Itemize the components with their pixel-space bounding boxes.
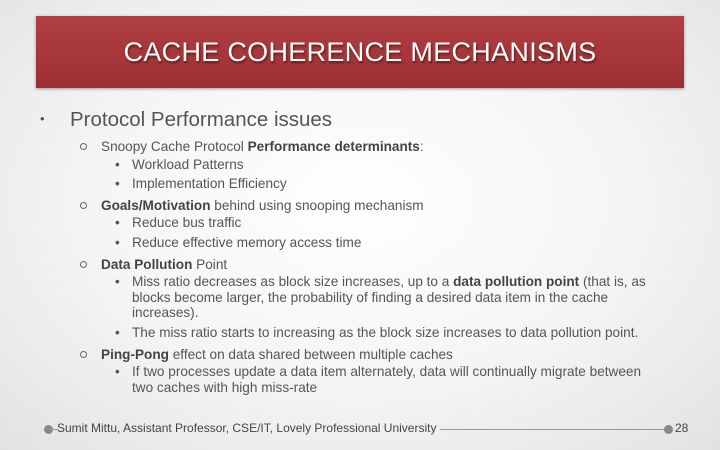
detail-text: Reduce effective memory access time <box>132 234 362 250</box>
circle-bullet-icon <box>80 202 87 209</box>
bullet-icon: • <box>115 176 120 192</box>
point-text-after: Point <box>192 256 228 272</box>
point-bold-text: Ping-Pong <box>101 346 169 362</box>
title-bar <box>36 16 684 88</box>
sub-point <box>40 255 680 275</box>
sub-point <box>40 196 680 216</box>
circle-bullet-icon <box>80 351 87 358</box>
slide-content <box>40 108 680 399</box>
detail-point <box>40 176 680 192</box>
sub-point <box>40 345 680 365</box>
point-bold-text: Data Pollution <box>101 256 193 272</box>
detail-text: If two processes update a data item alternately, data will continually migrate between two caches with high miss-rate <box>132 364 642 395</box>
bullet-icon: • <box>115 215 120 231</box>
detail-point <box>40 364 680 395</box>
detail-text-after: (that is, as blocks become larger, the probability of finding a desired data item in the cache increases). <box>132 274 646 321</box>
point-text-after: : <box>419 139 424 154</box>
slide-title: CACHE COHERENCE MECHANISMS <box>123 36 597 67</box>
circle-bullet-icon <box>80 143 87 150</box>
detail-text: The miss ratio starts to increasing as the block size increases to data pollution point. <box>132 324 639 340</box>
point-bold-text: Goals/Motivation <box>101 197 211 213</box>
detail-point <box>40 157 680 173</box>
footer-author: Sumit Mittu, Assistant Professor, CSE/IT, Lovely Professional University <box>57 421 437 435</box>
point-bold-text: Performance determinants <box>247 139 420 154</box>
detail-text: Reduce bus traffic <box>132 215 242 231</box>
footer-dot-right <box>664 425 673 434</box>
main-heading: Protocol Performance issues <box>70 108 333 131</box>
detail-bold-text: data pollution point <box>453 274 580 290</box>
point-text-after: behind using snooping mechanism <box>210 197 424 213</box>
bullet-icon: • <box>115 324 120 340</box>
detail-text: Miss ratio decreases as block size increases, up to a <box>132 274 454 290</box>
detail-text: Implementation Efficiency <box>132 176 287 192</box>
bullet-icon: • <box>115 234 120 250</box>
bullet-icon: • <box>115 274 120 290</box>
footer <box>0 421 720 439</box>
detail-point <box>40 274 680 321</box>
main-bullet <box>40 108 680 132</box>
point-text: Snoopy Cache Protocol <box>101 139 248 154</box>
point-text-after: effect on data shared between multiple caches <box>168 346 453 362</box>
detail-text: Workload Patterns <box>132 156 244 172</box>
footer-line-right <box>440 429 666 430</box>
bullet-icon: • <box>115 364 120 380</box>
bullet-icon: • <box>40 111 45 126</box>
circle-bullet-icon <box>80 261 87 268</box>
sub-point <box>40 137 680 157</box>
detail-point <box>40 235 680 251</box>
bullet-icon: • <box>115 156 120 172</box>
page-number: 28 <box>675 421 689 435</box>
detail-point <box>40 215 680 231</box>
point-list <box>40 137 680 395</box>
detail-point <box>40 325 680 341</box>
